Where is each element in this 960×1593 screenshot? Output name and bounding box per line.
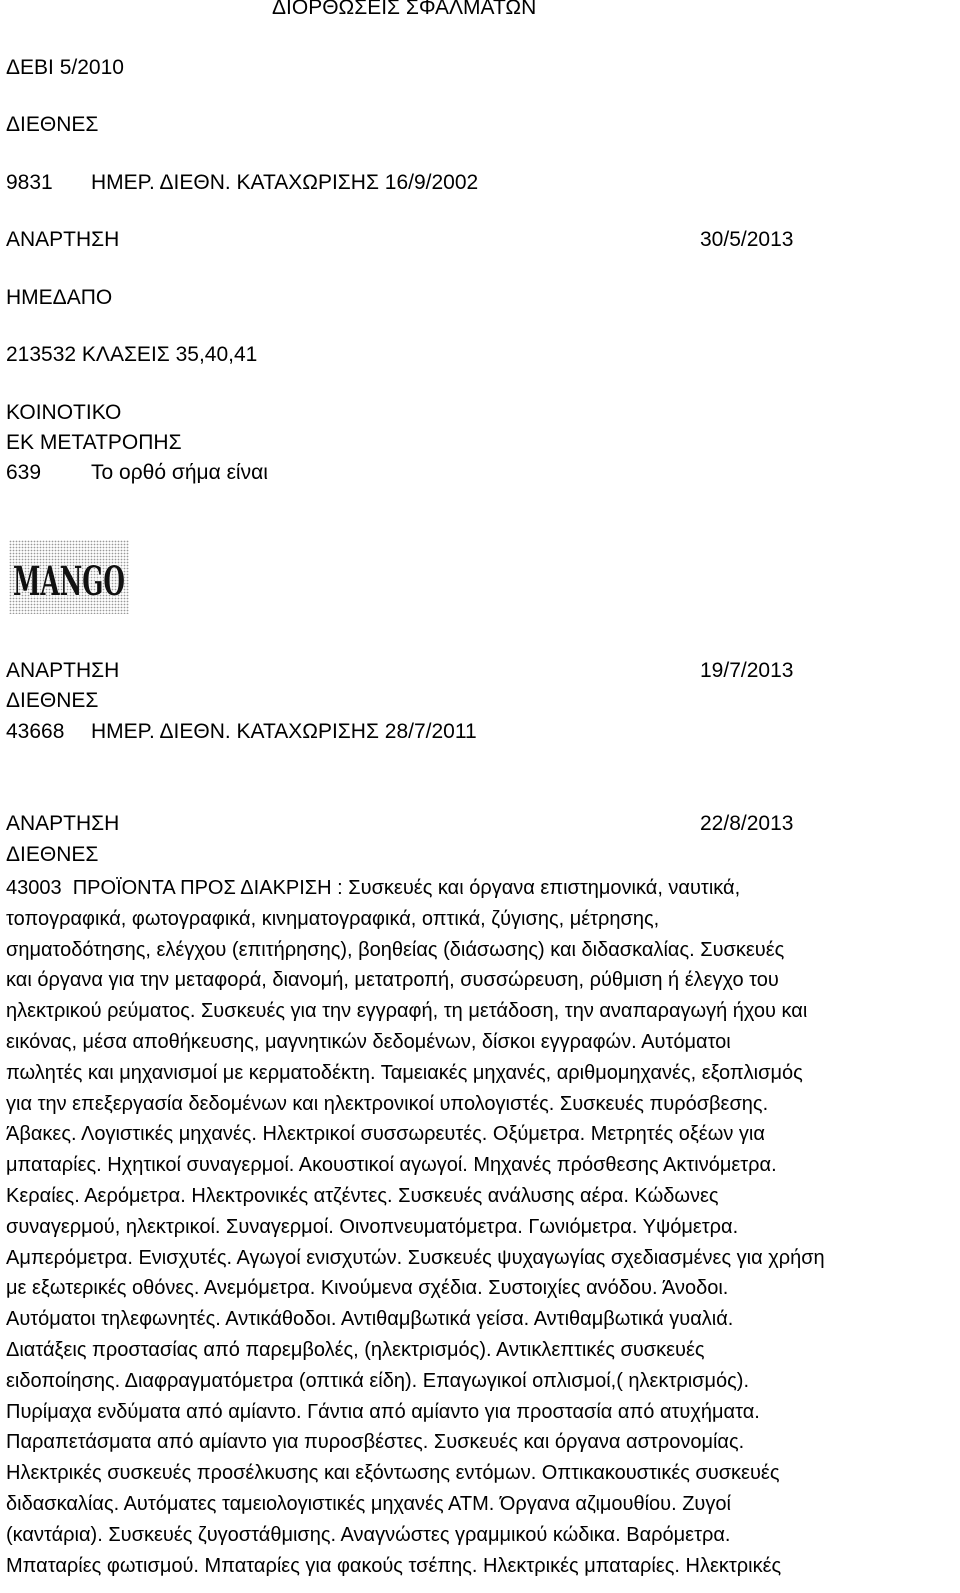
entry1-removal-label: ΑΝΑΡΤΗΣΗ (6, 228, 120, 251)
logo-wordmark: MANGO (13, 558, 125, 605)
entry3-conversion-label: ΕΚ ΜΕΤΑΤΡΟΠΗΣ (6, 431, 182, 454)
entry4-type-label: ΔΙΕΘΝΕΣ (6, 689, 99, 712)
entry5-removal-date: 22/8/2013 (700, 812, 794, 835)
entry1-registration-line (6, 171, 478, 195)
trademark-logo-image (9, 540, 129, 614)
entry4-registration-line (6, 720, 477, 744)
entry1-removal-date: 30/5/2013 (700, 228, 794, 251)
entry1-number: 9831 (6, 171, 53, 194)
entry2-classes-line: 213532 ΚΛΑΣΕΙΣ 35,40,41 (6, 343, 258, 366)
entry4-registration-date: ΗΜΕΡ. ΔΙΕΘΝ. ΚΑΤΑΧΩΡΙΣΗΣ 28/7/2011 (91, 720, 477, 743)
entry4-number: 43668 (6, 720, 65, 743)
issue-reference: ΔΕΒΙ 5/2010 (6, 56, 124, 79)
entry5-removal-label: ΑΝΑΡΤΗΣΗ (6, 812, 120, 835)
entry2-type-label: ΗΜΕΔΑΠΟ (6, 286, 113, 309)
entry4-removal-date: 19/7/2013 (700, 659, 794, 682)
entry1-registration-date: ΗΜΕΡ. ΔΙΕΘΝ. ΚΑΤΑΧΩΡΙΣΗΣ 16/9/2002 (91, 171, 479, 194)
entry3-correction-line (6, 461, 268, 485)
entry5-goods-description: 43003 ΠΡΟΪΟΝΤΑ ΠΡΟΣ ΔΙΑΚΡΙΣΗ : Συσκευές και όργανα επιστημονικά, ναυτικά, τοπογραφικά, φωτογραφικά, κινηματογραφικά, οπτικά, ζύγισης, μέτρησης, σηματοδότησης, ελέγχου (επιτήρησης), βοηθείας (διάσωσης) και διδασκαλίας. Συσκευές και όργανα για την μεταφορά, διανομή, μετατροπή, συσσώρευση, ρύθμιση ή έλεγχο του ηλεκτρικού ρεύματος. Συσκευές για την εγγραφή, τη μετάδοση, την αναπαραγωγή ήχου και εικόνας, μέσα αποθήκευσης, μαγνητικών δεδομένων, δίσκοι εγγραφών. Αυτόματοι πωλητές και μηχανισμοί με κερματοδέκτη. Ταμειακές μηχανές, αριθμομηχανές, εξοπλισμός για την επεξεργασία δεδομένων και ηλεκτρονικοί υπολογιστές. Συσκευές πυρόσβεσης. Άβακες. Λογιστικές μηχανές. Ηλεκτρικοί συσσωρευτές. Οξύμετρα. Μετρητές οξέων για μπαταρίες. Ηχητικοί συναγερμοί. Ακουστικοί αγωγοί. Μηχανές πρόσθεσης Ακτινόμετρα. Κεραίες. Αερόμετρα. Ηλεκτρονικές ατζέντες. Συσκευές ανάλυσης αέρα. Κώδωνες συναγερμού, ηλεκτρικοί. Συναγερμοί. Οινοπνευματόμετρα. Γωνιόμετρα. Υψόμετρα. Αμπερόμετρα. Ενισχυτές. Αγωγοί ενισχυτών. Συσκευές ψυχαγωγίας σχεδιασμένες για χρήση με εξωτερικές οθόνες. Ανεμόμετρα. Κινούμενα σχέδια. Συστοιχίες ανόδου. Άνοδοι. Αυτόματοι τηλεφωνητές. Αντικάθοδοι. Αντιθαμβωτικά γείσα. Αντιθαμβωτικά γυαλιά. Διατάξεις προστασίας από παρεμβολές, (ηλεκτρισμός). Αντικλεπτικές συσκευές ειδοποίησης. Διαφραγματόμετρα (οπτικά είδη). Επαγωγικοί οπλισμοί,( ηλεκτρισμός). Πυρίμαχα ενδύματα από αμίαντο. Γάντια από αμίαντο για προστασία από ατυχήματα. Παραπετάσματα από αμίαντο για πυροσβέστες. Συσκευές και όργανα αστρονομίας. Ηλεκτρικές συσκευές προσέλκυσης και εξόντωσης εντόμων. Οπτικακουστικές συσκευές διδασκαλίας. Αυτόματες ταμειολογιστικές μηχανές ΑΤΜ. Όργανα αζιμουθίου. Ζυγοί (καντάρια). Συσκευές ζυγοστάθμισης. Αναγνώστες γραμμικού κώδικα. Βαρόμετρα. Μπαταρίες φωτισμού. Μπαταρίες για φακούς τσέπης. Ηλεκτρικές μπαταρίες. Ηλεκτρικές (6, 877, 825, 1577)
entry1-type-label: ΔΙΕΘΝΕΣ (6, 113, 99, 136)
page-title: ΔΙΟΡΘΩΣΕΙΣ ΣΦΑΛΜΑΤΩΝ (272, 0, 537, 19)
entry4-removal-label: ΑΝΑΡΤΗΣΗ (6, 659, 120, 682)
entry3-number: 639 (6, 461, 42, 484)
entry3-correction-text: Το ορθό σήμα είναι (91, 461, 268, 484)
entry3-type-label: ΚΟΙΝΟΤΙΚΟ (6, 401, 122, 424)
entry5-type-label: ΔΙΕΘΝΕΣ (6, 843, 99, 866)
